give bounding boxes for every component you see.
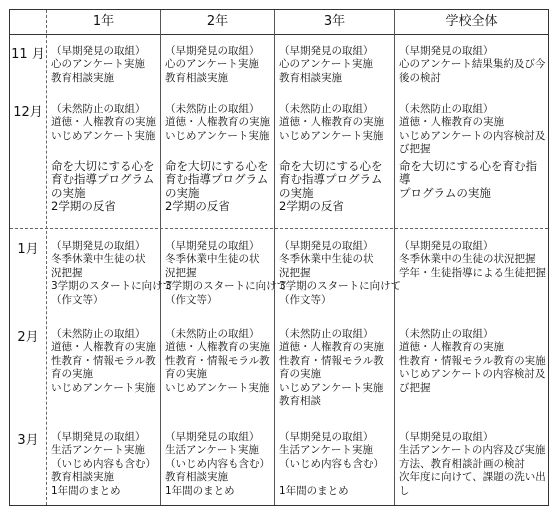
month-label-dec: 12月 (13, 105, 43, 120)
cell-mar-grade1: （早期発見の取組） 生活アンケート実施 （いじめ内容も含む） 教育相談実施 1年間のまとめ (51, 431, 156, 497)
cell-dec-school-a: （未然防止の取組） 道徳・人権教育の実施 いじめアンケートの内容検討及 び把握 (399, 103, 546, 156)
cell-jan-grade2: （早期発見の取組） 冬季休業中生徒の状 況把握 3学期のスタートに向けて （作文等） (165, 240, 288, 306)
cell-dec-school-b: 命を大切にする心を育む指導 プログラムの実施 (399, 159, 537, 200)
cell-dec-grade1-a: （未然防止の取組） 道徳・人権教育の実施 いじめアンケート実施 (51, 103, 156, 142)
cell-dec-grade2-b: 命を大切にする心を 育む指導プログラム の実施 2学期の反省 (165, 159, 269, 214)
cell-feb-grade3: （未然防止の取組） 道徳・人権教育の実施 性教育・情報モラル教 育の実施 いじめアンケート実施 教育相談 (279, 328, 384, 408)
cell-jan-grade3: （早期発見の取組） 冬季休業中生徒の状 況把握 3学期のスタートに向けて （作文等） (279, 240, 402, 306)
month-label-jan: 1月 (17, 242, 39, 257)
schedule-table (9, 9, 549, 506)
cell-jan-school: （早期発見の取組） 冬季休業中の生徒の状況把握 学年・生徒指導による生徒把握 (399, 240, 546, 279)
term-divider (10, 228, 548, 229)
cell-feb-grade2: （未然防止の取組） 道徳・人権教育の実施 性教育・情報モラル教 育の実施 いじめアンケート実施 (165, 328, 270, 394)
column-divider-month (46, 10, 47, 505)
cell-feb-grade1: （未然防止の取組） 道徳・人権教育の実施 性教育・情報モラル教 育の実施 いじめアンケート実施 (51, 328, 156, 394)
month-label-mar: 3月 (17, 433, 39, 448)
header-whole-school: 学校全体 (445, 14, 498, 29)
cell-jan-grade1: （早期発見の取組） 冬季休業中生徒の状 況把握 3学期のスタートに向けて （作文等） (51, 240, 174, 306)
header-grade-3: 3年 (323, 14, 346, 29)
cell-nov-grade2: （早期発見の取組） 心のアンケート実施 教育相談実施 (165, 45, 260, 84)
cell-dec-grade2-a: （未然防止の取組） 道徳・人権教育の実施 いじめアンケート実施 (165, 103, 270, 142)
header-grade-1: 1年 (92, 14, 115, 29)
cell-nov-grade3: （早期発見の取組） 心のアンケート実施 教育相談実施 (279, 45, 374, 84)
cell-dec-grade1-b: 命を大切にする心を 育む指導プログラム の実施 2学期の反省 (51, 159, 155, 214)
month-label-nov: 11 月 (11, 47, 45, 62)
cell-feb-school: （未然防止の取組） 道徳・人権教育の実施 性教育・情報モラル教育の実施 いじめアンケートの内容検討及 び把握 (399, 328, 546, 394)
month-label-feb: 2月 (17, 330, 39, 345)
cell-dec-grade3-b: 命を大切にする心を 育む指導プログラム の実施 2学期の反省 (279, 159, 383, 214)
cell-nov-school: （早期発見の取組） 心のアンケート結果集約及び今 後の検討 (399, 45, 546, 84)
cell-mar-grade3: （早期発見の取組） 生活アンケート実施 （いじめ内容も含む） 1年間のまとめ (279, 431, 384, 497)
cell-nov-grade1: （早期発見の取組） 心のアンケート実施 教育相談実施 (51, 45, 146, 84)
cell-mar-grade2: （早期発見の取組） 生活アンケート実施 （いじめ内容も含む） 教育相談実施 1年間のまとめ (165, 431, 270, 497)
header-grade-2: 2年 (206, 14, 229, 29)
cell-dec-grade3-a: （未然防止の取組） 道徳・人権教育の実施 いじめアンケート実施 (279, 103, 384, 142)
header-divider (10, 34, 548, 35)
cell-mar-school: （早期発見の取組） 生活アンケートの内容及び実施 方法、教育相談計画の検討 次年度に向けて、課題の洗い出 し (399, 431, 546, 497)
